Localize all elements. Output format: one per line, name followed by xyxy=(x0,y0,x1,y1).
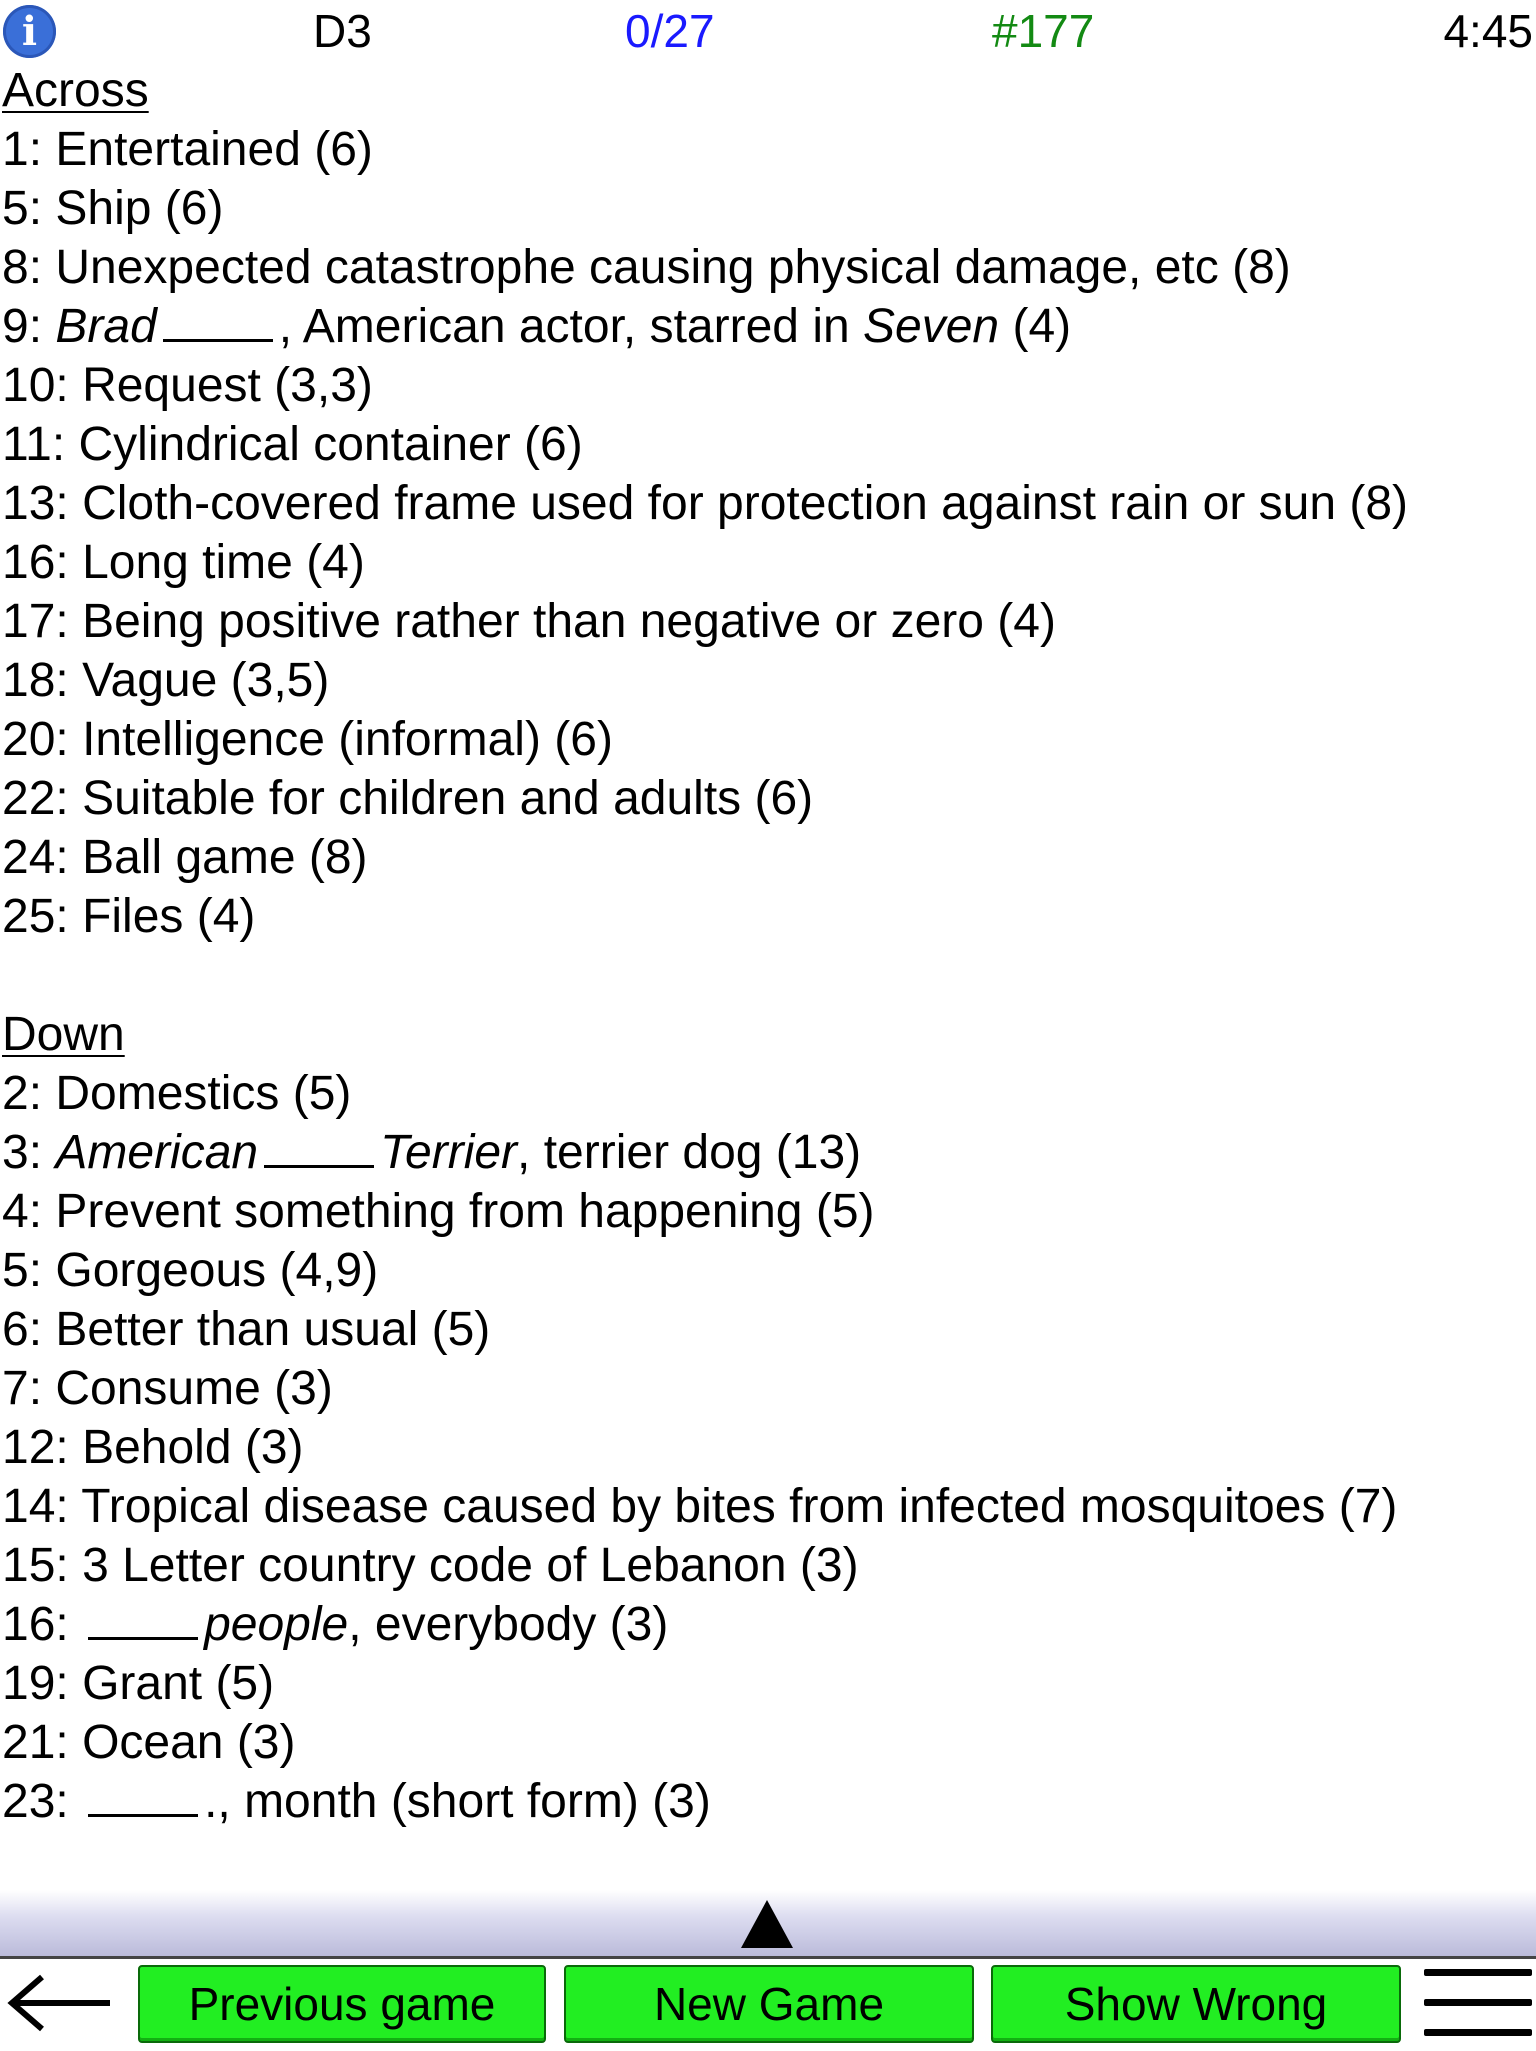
clue-across-1[interactable] xyxy=(0,180,1536,239)
clue-number: 5: xyxy=(2,1244,56,1297)
clue-text: Cylindrical container (6) xyxy=(78,418,583,471)
clue-number: 7: xyxy=(2,1362,56,1415)
clue-text: Suitable for children and adults (6) xyxy=(82,772,814,825)
clue-number: 1: xyxy=(2,123,56,176)
clue-number: 23: xyxy=(2,1775,83,1828)
across-heading: Across xyxy=(2,64,149,117)
clue-text: Ocean (3) xyxy=(82,1716,296,1769)
clue-number: 10: xyxy=(2,359,83,412)
clue-italic: people xyxy=(204,1598,349,1651)
clue-text: , American actor, starred in xyxy=(278,300,864,353)
puzzle-number: #177 xyxy=(992,5,1095,57)
clue-text: Domestics (5) xyxy=(55,1067,352,1120)
across-clues xyxy=(0,121,1536,947)
clue-text: Being positive rather than negative or zero (4) xyxy=(82,595,1056,648)
clue-down-9[interactable] xyxy=(0,1596,1536,1655)
clue-italic: American xyxy=(55,1126,259,1179)
clue-text: Intelligence (informal) (6) xyxy=(82,713,613,766)
info-icon[interactable]: i xyxy=(3,5,56,58)
previous-game-button[interactable]: Previous game xyxy=(138,1965,546,2043)
clue-down-0[interactable] xyxy=(0,1065,1536,1124)
clue-number: 3: xyxy=(2,1126,56,1179)
clue-number: 19: xyxy=(2,1657,83,1710)
clue-text: Cloth-covered frame used for protection against rain or sun (8) xyxy=(82,477,1409,530)
clue-down-12[interactable] xyxy=(0,1773,1536,1832)
clue-number: 5: xyxy=(2,182,56,235)
clue-text: Better than usual (5) xyxy=(55,1303,491,1356)
clue-text: Entertained (6) xyxy=(55,123,373,176)
clue-across-10[interactable] xyxy=(0,711,1536,770)
clue-across-2[interactable] xyxy=(0,239,1536,298)
clue-across-0[interactable] xyxy=(0,121,1536,180)
clue-text: Request (3,3) xyxy=(82,359,373,412)
clue-italic: Seven xyxy=(863,300,1000,353)
clue-text: Unexpected catastrophe causing physical damage, etc (8) xyxy=(55,241,1291,294)
clue-blank xyxy=(88,1597,198,1640)
clue-number: 14: xyxy=(2,1480,82,1533)
clue-italic: Terrier xyxy=(380,1126,518,1179)
clue-across-5[interactable] xyxy=(0,416,1536,475)
clue-italic: Brad xyxy=(55,300,157,353)
clue-down-5[interactable] xyxy=(0,1360,1536,1419)
clue-number: 20: xyxy=(2,713,83,766)
clue-down-2[interactable] xyxy=(0,1183,1536,1242)
clock: 4:45 xyxy=(1443,5,1533,57)
clue-number: 16: xyxy=(2,536,83,589)
clue-text: (4) xyxy=(999,300,1072,353)
hamburger-menu-icon[interactable] xyxy=(1424,1969,1532,2039)
clue-text: 3 Letter country code of Lebanon (3) xyxy=(82,1539,859,1592)
clue-across-12[interactable] xyxy=(0,829,1536,888)
clue-text: , terrier dog (13) xyxy=(517,1126,862,1179)
clue-text: Long time (4) xyxy=(82,536,365,589)
clue-number: 15: xyxy=(2,1539,83,1592)
clue-number: 22: xyxy=(2,772,83,825)
clue-blank xyxy=(163,299,273,342)
clue-number: 24: xyxy=(2,831,83,884)
clue-number: 13: xyxy=(2,477,83,530)
clue-number: 4: xyxy=(2,1185,56,1238)
clue-number: 17: xyxy=(2,595,83,648)
clue-down-10[interactable] xyxy=(0,1655,1536,1714)
clue-text: Ship (6) xyxy=(55,182,224,235)
down-clues xyxy=(0,1065,1536,1832)
clue-text: Behold (3) xyxy=(82,1421,304,1474)
triangle-up-icon[interactable] xyxy=(741,1900,793,1948)
clue-text: ., month (short form) (3) xyxy=(204,1775,711,1828)
clue-text: Prevent something from happening (5) xyxy=(55,1185,875,1238)
clue-text: Files (4) xyxy=(82,890,256,943)
clue-number: 18: xyxy=(2,654,83,707)
clue-number: 8: xyxy=(2,241,56,294)
show-wrong-button[interactable]: Show Wrong xyxy=(991,1965,1401,2043)
clue-number: 21: xyxy=(2,1716,83,1769)
progress-counter: 0/27 xyxy=(625,5,715,57)
clue-down-8[interactable] xyxy=(0,1537,1536,1596)
clue-across-13[interactable] xyxy=(0,888,1536,947)
clue-text: Gorgeous (4,9) xyxy=(55,1244,379,1297)
clue-blank xyxy=(88,1774,198,1817)
clue-down-1[interactable] xyxy=(0,1124,1536,1183)
clue-number: 9: xyxy=(2,300,56,353)
clue-down-4[interactable] xyxy=(0,1301,1536,1360)
clue-number: 6: xyxy=(2,1303,56,1356)
clue-number: 16: xyxy=(2,1598,83,1651)
clue-text: Ball game (8) xyxy=(82,831,368,884)
clue-across-3[interactable] xyxy=(0,298,1536,357)
clue-down-6[interactable] xyxy=(0,1419,1536,1478)
clue-across-4[interactable] xyxy=(0,357,1536,416)
clue-down-11[interactable] xyxy=(0,1714,1536,1773)
clue-across-8[interactable] xyxy=(0,593,1536,652)
clue-across-9[interactable] xyxy=(0,652,1536,711)
clue-blank xyxy=(264,1125,374,1168)
new-game-button[interactable]: New Game xyxy=(564,1965,974,2043)
clue-across-11[interactable] xyxy=(0,770,1536,829)
bottom-toolbar xyxy=(0,1956,1536,2051)
clue-number: 2: xyxy=(2,1067,56,1120)
clue-number: 11: xyxy=(2,418,79,471)
clue-across-7[interactable] xyxy=(0,534,1536,593)
clue-text: Consume (3) xyxy=(55,1362,333,1415)
clue-across-6[interactable] xyxy=(0,475,1536,534)
back-arrow-icon[interactable] xyxy=(4,1971,114,2035)
current-cell-label: D3 xyxy=(313,5,372,57)
clue-down-7[interactable] xyxy=(0,1478,1536,1537)
status-bar xyxy=(0,0,1536,62)
clue-down-3[interactable] xyxy=(0,1242,1536,1301)
clue-list xyxy=(0,62,1536,1832)
clue-text: Vague (3,5) xyxy=(82,654,330,707)
clue-text: Tropical disease caused by bites from infected mosquitoes (7) xyxy=(81,1480,1398,1533)
clue-number: 12: xyxy=(2,1421,83,1474)
down-heading: Down xyxy=(2,1008,125,1061)
clue-number: 25: xyxy=(2,890,83,943)
clue-text: Grant (5) xyxy=(82,1657,275,1710)
keyboard-expand-bar[interactable] xyxy=(0,1890,1536,1958)
clue-text: , everybody (3) xyxy=(348,1598,669,1651)
